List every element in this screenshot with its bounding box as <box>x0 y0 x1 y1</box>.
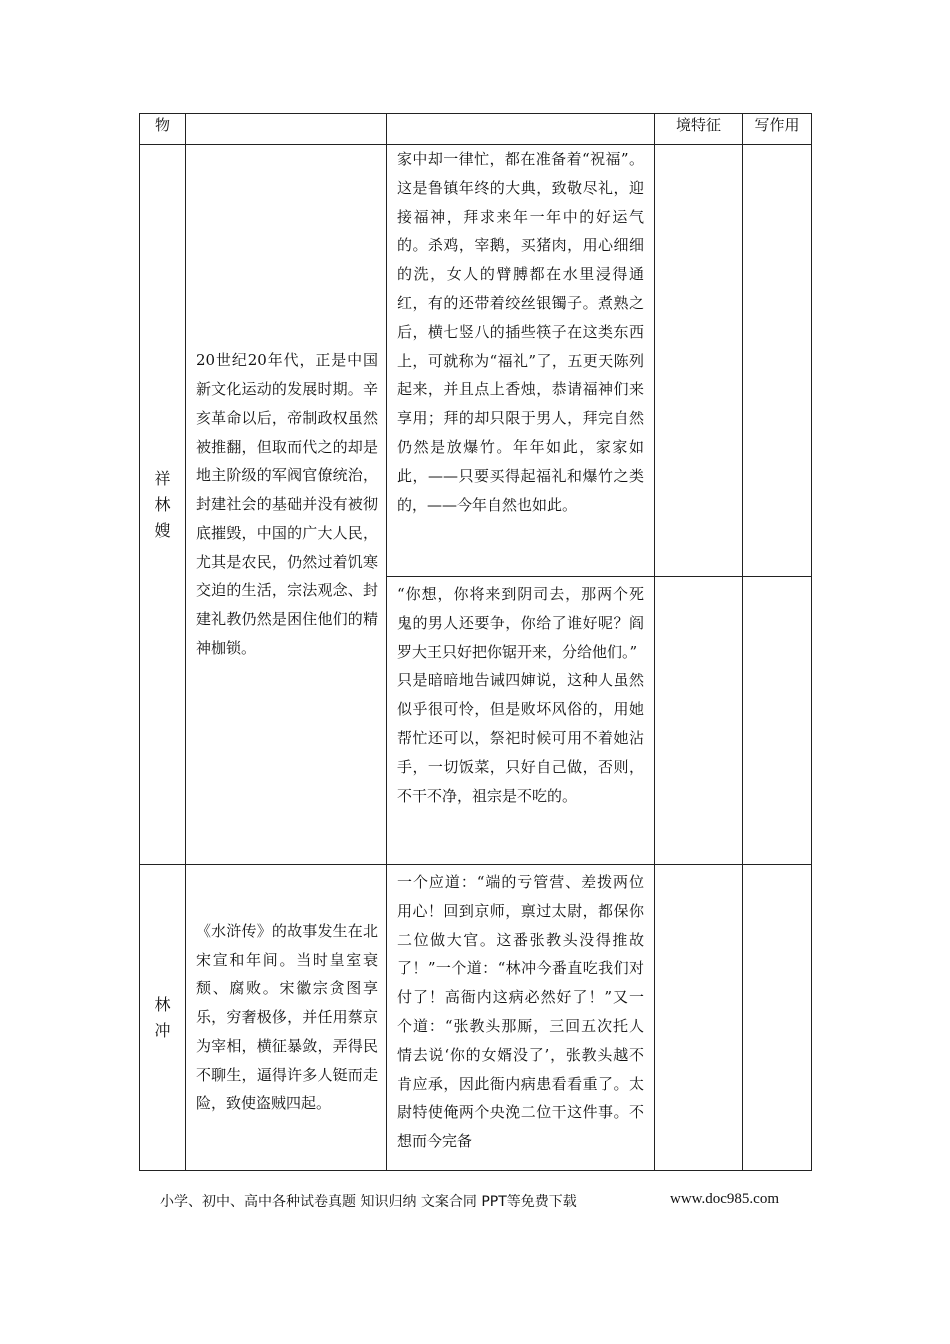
page-footer <box>160 1191 820 1211</box>
excerpt-paragraph: 只是暗暗地告诫四婶说，这种人虽然似乎很可怜，但是败坏风俗的，用她帮忙还可以，祭祀时候可用不着她沾手，一切饭菜，只好自己做，否则，不干不净，祖宗是不吃的。 <box>397 671 644 805</box>
feature-cell <box>655 145 743 577</box>
background-cell <box>186 145 387 865</box>
excerpt-clip <box>387 865 654 1168</box>
function-cell <box>743 865 812 1171</box>
table-row <box>140 145 812 577</box>
excerpt-cell <box>387 145 655 577</box>
character-name-cell <box>140 865 186 1171</box>
character-name-cell <box>140 145 186 865</box>
analysis-table <box>139 113 812 1171</box>
header-writing-function: 写作用 <box>743 114 812 145</box>
excerpt-text: 一个应道：“端的亏管营、差拨两位用心！回到京师，禀过太尉，都保你二位做大官。这番张教头没得推故了！”一个道：“林冲今番直吃我们对付了！高衙内这病必然好了！”又一个道：“张教头那厮，三回五次托人情去说‘你的女婿没了’，张教头越不肯应承，因此衙内病患看看重了。太尉特使俺两个央浼二位干这件事。不想而今完备 <box>397 873 644 1151</box>
excerpt-text: 家中却一律忙，都在准备着“祝福”。这是鲁镇年终的大典，致敬尽礼，迎接福神，拜求来年一年中的好运气的。杀鸡，宰鹅，买猪肉，用心细细的洗，女人的臂膊都在水里浸得通红，有的还带着绞丝银镯子。煮熟之后，横七竖八的插些筷子在这类东西上，可就称为“福礼”了，五更天陈列起来，并且点上香烛，恭请福神们来享用；拜的却只限于男人，拜完自然仍然是放爆竹。年年如此，家家如此，——只要买得起福礼和爆竹之类的，——今年自然也如此。 <box>397 150 644 514</box>
excerpt-paragraph: “你想，你将来到阴司去，那两个死鬼的男人还要争，你给了谁好呢？阎罗大王只好把你锯开来，分给他们。” <box>397 585 644 661</box>
function-cell <box>743 577 812 865</box>
excerpt-cell <box>387 865 655 1171</box>
header-excerpt <box>387 114 655 145</box>
character-name: 祥林嫂 <box>154 468 171 540</box>
feature-cell <box>655 577 743 865</box>
footer-site: www.doc985.com <box>670 1191 780 1207</box>
header-environment-feature: 境特征 <box>655 114 743 145</box>
background-text: 20世纪20年代，正是中国新文化运动的发展时期。辛亥革命以后，帝制政权虽然被推翻，但取而代之的却是地主阶级的军阀官僚统治，封建社会的基础并没有被彻底摧毁，中国的广大人民，尤其是农民，仍然过着饥寒交迫的生活，宗法观念、封建礼教仍然是困住他们的精神枷锁。 <box>196 351 378 658</box>
background-text: 《水浒传》的故事发生在北宋宣和年间。当时皇室衰颓、腐败。宋徽宗贪图享乐，穷奢极侈，并任用蔡京为宰相，横征暴敛，弄得民不聊生，逼得许多人铤而走险，致使盗贼四起。 <box>196 921 378 1113</box>
function-cell <box>743 145 812 577</box>
table-header-row <box>140 114 812 145</box>
background-cell <box>186 865 387 1171</box>
excerpt-text-block <box>387 577 654 813</box>
footer-text: 小学、初中、高中各种试卷真题 知识归纳 文案合同 PPT等免费下载 <box>160 1194 577 1210</box>
header-background <box>186 114 387 145</box>
character-name: 林冲 <box>154 994 171 1040</box>
header-character: 物 <box>140 114 186 145</box>
table-row <box>140 865 812 1171</box>
excerpt-cell <box>387 577 655 865</box>
feature-cell <box>655 865 743 1171</box>
